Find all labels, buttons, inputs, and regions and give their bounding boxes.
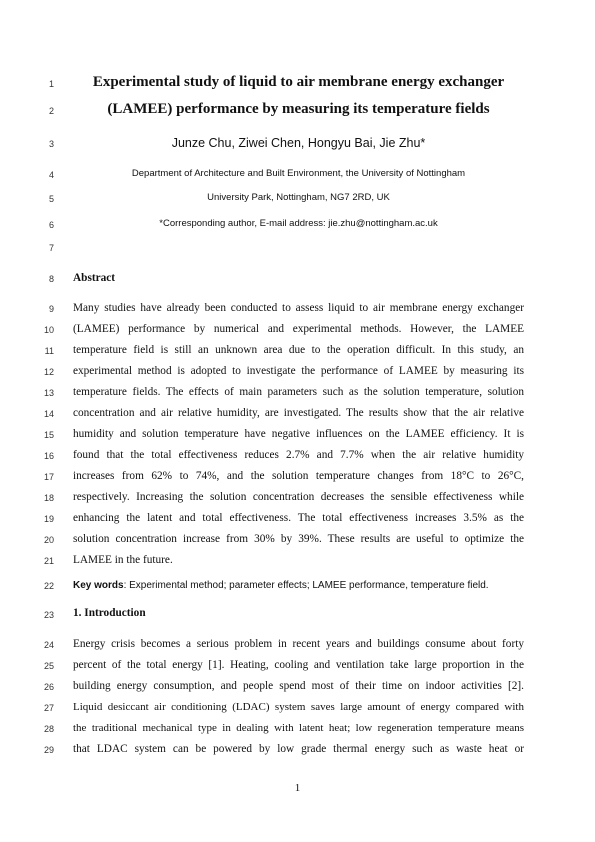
line-number: 29: [43, 745, 54, 755]
abstract-line: temperature fields. The effects of main parameters such as the solution temperature, solution: [73, 386, 524, 398]
corresponding-author: *Corresponding author, E-mail address: jie.zhu@nottingham.ac.uk: [159, 218, 438, 229]
line-number: 15: [43, 430, 54, 440]
intro-line: percent of the total energy [1]. Heating, cooling and ventilation take large proportion in the: [73, 659, 524, 671]
abstract-line: experimental method is adopted to investigate the performance of LAMEE by measuring its: [73, 365, 524, 377]
keywords-label: Key words: [73, 580, 124, 591]
intro-line: that LDAC system can be powered by low grade thermal energy such as waste heat or: [73, 743, 524, 755]
keywords: [73, 580, 524, 591]
intro-line: building energy consumption, and people spend most of their time on indoor activities [2].: [73, 680, 524, 692]
abstract-line: respectively. Increasing the solution concentration decreases the sensible effectiveness while: [73, 491, 524, 503]
affiliation-line: Department of Architecture and Built Environment, the University of Nottingham: [131, 168, 466, 179]
line-number: 4: [48, 170, 54, 180]
abstract-line: humidity and solution temperature have negative influences on the LAMEE efficiency. It is: [73, 428, 524, 440]
line-number: 28: [43, 724, 54, 734]
line-number: 22: [43, 581, 54, 591]
line-number: 20: [43, 535, 54, 545]
line-number: 17: [43, 472, 54, 482]
line-number: 19: [43, 514, 54, 524]
intro-heading: 1. Introduction: [73, 607, 146, 619]
intro-line: the traditional mechanical type in dealing with latent heat; low regeneration temperature means: [73, 722, 524, 734]
line-number: 3: [48, 139, 54, 149]
abstract-line: concentration and air relative humidity, are investigated. The results show that the air relative: [73, 407, 524, 419]
line-number: 27: [43, 703, 54, 713]
line-number: 11: [44, 346, 54, 356]
line-number: 7: [48, 243, 54, 253]
line-number: 1: [48, 79, 54, 89]
authors: Junze Chu, Ziwei Chen, Hongyu Bai, Jie Zhu*: [171, 136, 426, 150]
abstract-line: solution concentration increase from 30% by 39%. These results are useful to optimize the: [73, 533, 524, 545]
keywords-text: : Experimental method; parameter effects; LAMEE performance, temperature field.: [123, 580, 489, 591]
abstract-heading: Abstract: [73, 272, 116, 284]
intro-line: Energy crisis becomes a serious problem in recent years and buildings consume about forty: [73, 638, 524, 650]
abstract-line: Many studies have already been conducted to assess liquid to air membrane energy exchanger: [73, 302, 524, 314]
abstract-line: found that the total effectiveness reduces 2.7% and 7.7% when the air relative humidity: [73, 449, 524, 461]
abstract-line: (LAMEE) performance by numerical and experimental methods. However, the LAMEE: [73, 323, 524, 335]
line-number: 13: [43, 388, 54, 398]
abstract-line: temperature field is still an unknown area due to the operation difficult. In this study, an: [73, 344, 524, 356]
line-number: 25: [43, 661, 54, 671]
intro-line: Liquid desiccant air conditioning (LDAC) system saves large amount of energy compared with: [73, 701, 524, 713]
abstract-line: increases from 62% to 74%, and the solution temperature changes from 18°C to 26°C,: [73, 470, 524, 482]
line-number: 10: [43, 325, 54, 335]
line-number: 12: [43, 367, 54, 377]
paper-title-line: Experimental study of liquid to air membrane energy exchanger: [92, 74, 505, 90]
line-number: 23: [43, 610, 54, 620]
line-number: 6: [48, 220, 54, 230]
abstract-line: LAMEE in the future.: [73, 554, 173, 566]
line-number: 8: [48, 274, 54, 284]
line-number: 21: [43, 556, 54, 566]
line-number: 5: [48, 194, 54, 204]
line-number: 2: [48, 106, 54, 116]
paper-title-line: (LAMEE) performance by measuring its temperature fields: [107, 101, 490, 117]
abstract-line: enhancing the latent and total effectiveness. The total effectiveness increases 3.5% as the: [73, 512, 524, 524]
line-number: 9: [48, 304, 54, 314]
line-number: 18: [43, 493, 54, 503]
line-number: 14: [43, 409, 54, 419]
affiliation-line: University Park, Nottingham, NG7 2RD, UK: [207, 192, 390, 203]
line-number: 16: [43, 451, 54, 461]
line-number: 24: [43, 640, 54, 650]
page-number: 1: [294, 782, 301, 794]
line-number: 26: [43, 682, 54, 692]
